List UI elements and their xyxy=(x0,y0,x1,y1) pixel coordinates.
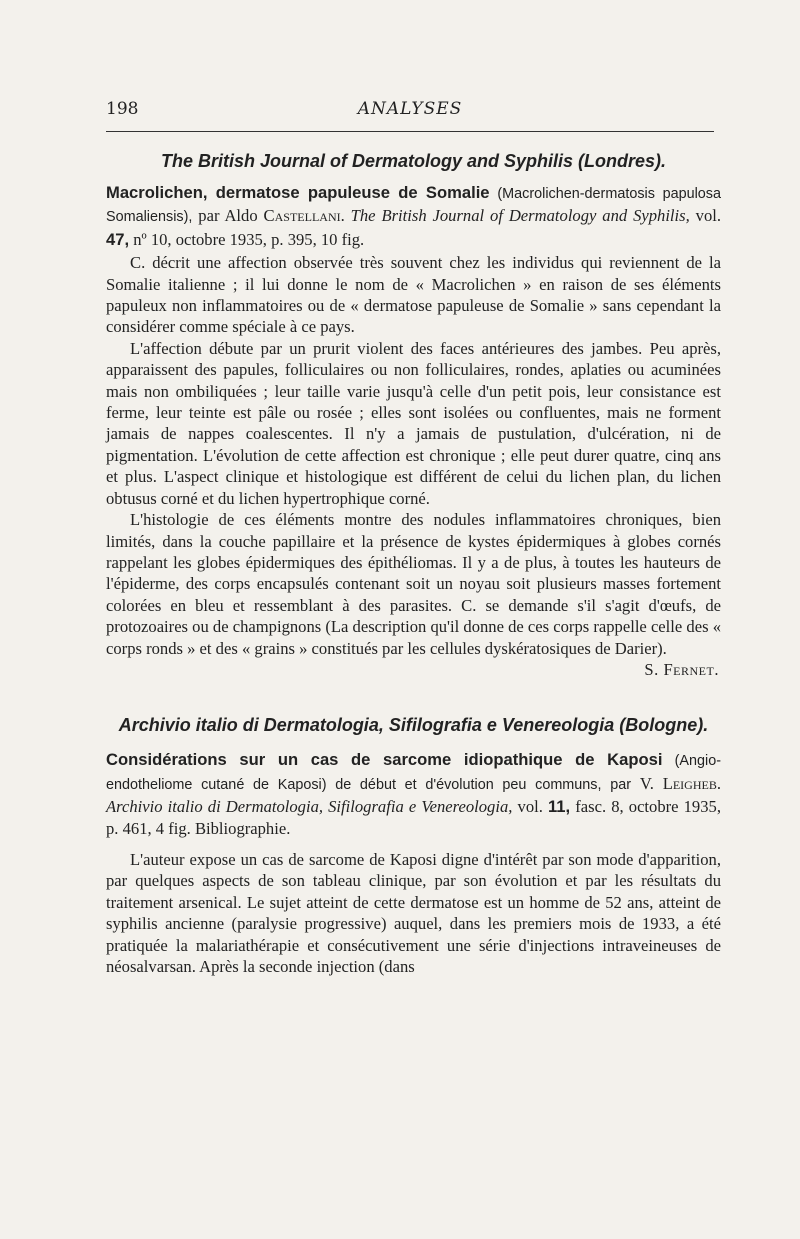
article-author-1: Castellani xyxy=(263,206,341,226)
article-subtitle-2: (Angio-endotheliome cutané de Kaposi) de début et d'évolution peu communs, par xyxy=(106,753,721,793)
running-head xyxy=(106,99,714,121)
signature: S. Fernet. xyxy=(644,659,719,679)
paragraph: L'auteur expose un cas de sarcome de Kaposi digne d'intérêt par son mode d'apparition, par quelques aspects de son tableau clinique, par son évolution et par les résultats du traitement arsenical. Le sujet atteint de cette dermatose est un homme de 52 ans, atteint de syphilis ancienne (paralysie progressive) auquel, dans les premiers mois de 1933, a été pratiquée la malariathérapie et consécutivement une série d'injections intraveineuses de néosalvarsan. Après la seconde injection (dans xyxy=(106,849,721,976)
paragraph: L'affection débute par un prurit violent des faces antérieures des jambes. Peu après, apparaissent des papules, folliculaires ou non folliculaires, rondes, aplaties ou acuminées mais non ombiliquées ; leur taille varie jusqu'à celle d'un petit pois, leur consistance est ferme, leur teinte est pâle ou rosée ; elles sont isolées ou confluentes, mais ne forment jamais de nappes coalescentes. Il n'y a jamais de pustulation, d'ulcération, ni de pigmentation. L'évolution de cette affection est chronique ; elle peut durer quatre, cinq ans et plus. L'aspect clinique et histologique est différent de celui du lichen plan, du lichen obtusus corné et du lichen hypertrophique corné. xyxy=(106,338,721,508)
article-vol-prefix-2: vol. xyxy=(517,797,543,817)
article-journal-ref-2: Archivio italio di Dermatologia, Sifilografia e Venereologia, xyxy=(106,797,513,817)
page-body xyxy=(106,150,721,977)
journal-heading-1: The British Journal of Dermatology and Syphilis (Londres). xyxy=(160,151,667,171)
article-author-2: V. Leigheb. xyxy=(639,773,721,793)
article-details-1: nº 10, octobre 1935, p. 395, 10 fig. xyxy=(133,229,365,249)
running-title: ANALYSES xyxy=(357,99,463,119)
journal-heading-2: Archivio italio di Dermatologia, Sifilografia e Venereologia (Bologne). xyxy=(118,715,709,736)
article-title-1: Macrolichen, dermatose papuleuse de Somalie xyxy=(106,183,490,202)
paragraph: C. décrit une affection observée très souvent chez les individus qui reviennent de la Somalie italienne ; il lui donne le nom de « Macrolichen » en raison de ses éléments papuleux non inflammatoires ou de « dermatose papuleuse de Somalie » sans cependant la considérer comme spéciale à ce pays. xyxy=(106,253,721,337)
paragraph: L'histologie de ces éléments montre des nodules inflammatoires chroniques, bien limités, dans la couche papillaire et la présence de kystes épidermiques à globes cornés rappelant les globes épidermiques des épithéliomas. Il y a de plus, à toutes les hauteurs de l'épiderme, des corps encapsulés contenant soit un noyau soit plusieurs masses fortement colorées en bleu et ressemblant à des parasites. C. se demande s'il s'agit d'œufs, de protozoaires ou de champignons (La description qu'il donne de ces corps rappelle celle des « corps ronds » et des « grains » constitués par les cellules dyskératosiques de Darier). xyxy=(106,510,721,658)
article-vol-prefix-1: vol. xyxy=(695,206,722,226)
page-number: 198 xyxy=(106,99,139,119)
article-by-1: par Aldo xyxy=(198,206,258,226)
article-details-2: fasc. 8, octobre 1935, p. 461, 4 fig. Bibliographie. xyxy=(106,797,721,838)
article-vol-1: 47, xyxy=(106,229,130,249)
article-header-2 xyxy=(106,749,721,839)
article-vol-2: 11, xyxy=(547,797,571,817)
article-subtitle-1: (Macrolichen-dermatosis papulosa Somaliensis), xyxy=(106,186,721,226)
article-journal-ref-1: The British Journal of Dermatology and Syphilis, xyxy=(350,206,690,226)
article-header-1: Macrolichen, dermatose papuleuse de Somalie (Macrolichen-dermatosis papulosa Somaliensis), par Aldo Castellani. The British Journal of Dermatology and Syphilis, vol. 47, nº 10, octobre 1935, p. 395, 10 fig. xyxy=(106,183,722,249)
article-title-2: Considérations sur un cas de sarcome idiopathique de Kaposi xyxy=(106,750,663,770)
header-rule xyxy=(106,131,714,132)
